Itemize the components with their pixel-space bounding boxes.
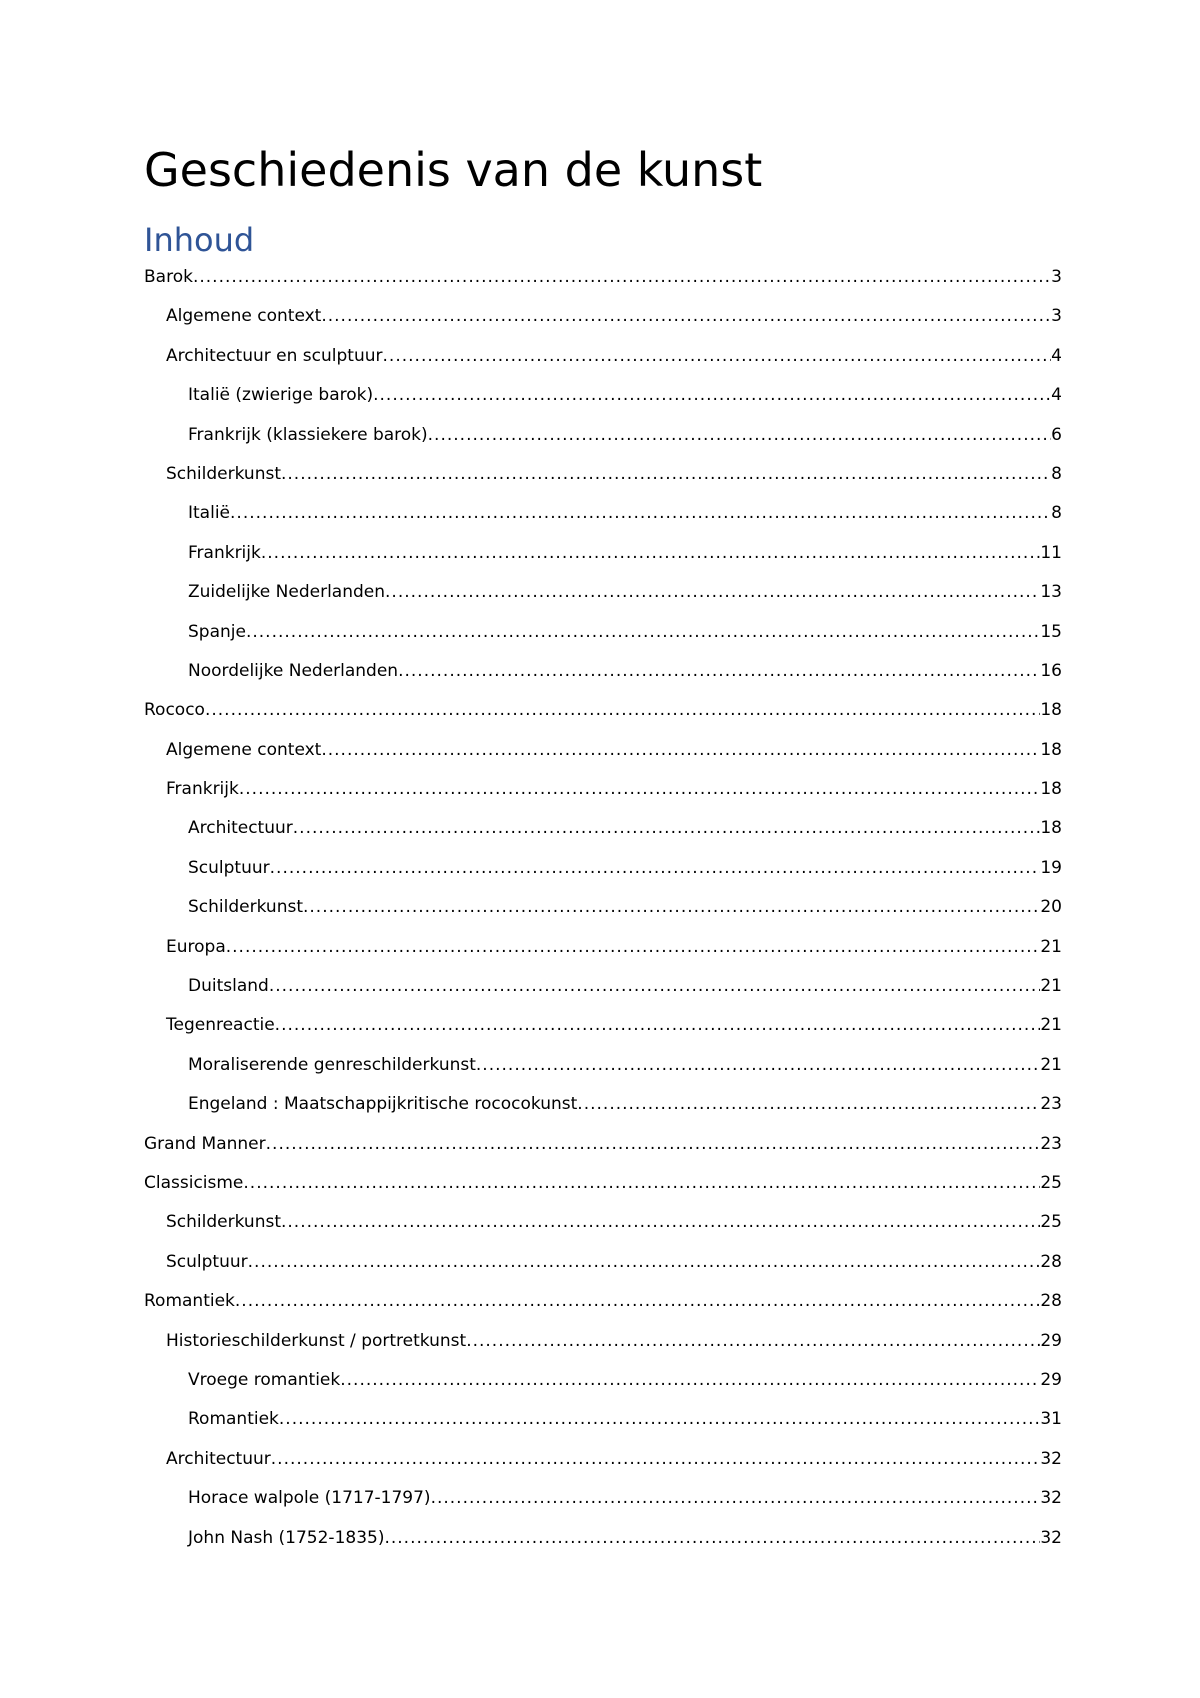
toc-dot-leader bbox=[303, 894, 1040, 920]
toc-dot-leader bbox=[239, 776, 1041, 802]
toc-entry-page-number: 23 bbox=[1040, 1094, 1062, 1115]
toc-entry-label: Architectuur bbox=[166, 1448, 271, 1469]
toc-entry-page-number: 25 bbox=[1040, 1212, 1062, 1233]
toc-dot-leader bbox=[431, 1485, 1041, 1511]
toc-entry-label: Vroege romantiek bbox=[188, 1369, 341, 1390]
toc-entry[interactable] bbox=[144, 1367, 1062, 1406]
toc-dot-leader bbox=[269, 973, 1041, 999]
toc-dot-leader bbox=[193, 264, 1051, 290]
toc-dot-leader bbox=[398, 658, 1040, 684]
toc-entry[interactable] bbox=[144, 500, 1062, 539]
toc-dot-leader bbox=[321, 303, 1051, 329]
toc-entry[interactable] bbox=[144, 1446, 1062, 1485]
toc-entry[interactable] bbox=[144, 658, 1062, 697]
document-title: Geschiedenis van de kunst bbox=[144, 143, 763, 197]
toc-entry[interactable] bbox=[144, 461, 1062, 500]
toc-entry-page-number: 4 bbox=[1051, 345, 1062, 366]
toc-entry-page-number: 28 bbox=[1040, 1291, 1062, 1312]
toc-entry[interactable] bbox=[144, 343, 1062, 382]
toc-entry-page-number: 8 bbox=[1051, 503, 1062, 524]
toc-entry[interactable] bbox=[144, 776, 1062, 815]
toc-entry[interactable] bbox=[144, 540, 1062, 579]
toc-entry[interactable] bbox=[144, 737, 1062, 776]
toc-entry-label: Schilderkunst bbox=[166, 463, 281, 484]
toc-entry-label: Europa bbox=[166, 936, 226, 957]
toc-entry[interactable] bbox=[144, 1012, 1062, 1051]
toc-entry-label: Duitsland bbox=[188, 976, 269, 997]
toc-entry-page-number: 23 bbox=[1040, 1133, 1062, 1154]
toc-entry-page-number: 16 bbox=[1040, 660, 1062, 681]
toc-dot-leader bbox=[235, 1288, 1040, 1314]
toc-entry-label: Algemene context bbox=[166, 306, 322, 327]
toc-dot-leader bbox=[270, 855, 1041, 881]
toc-entry-page-number: 18 bbox=[1040, 700, 1062, 721]
toc-entry-page-number: 29 bbox=[1040, 1369, 1062, 1390]
toc-entry[interactable] bbox=[144, 815, 1062, 854]
toc-entry[interactable] bbox=[144, 1052, 1062, 1091]
toc-entry-page-number: 13 bbox=[1040, 582, 1062, 603]
toc-entry-label: Frankrijk (klassiekere barok) bbox=[188, 424, 428, 445]
toc-dot-leader bbox=[205, 697, 1040, 723]
toc-entry-page-number: 18 bbox=[1040, 739, 1062, 760]
toc-entry-page-number: 11 bbox=[1040, 542, 1062, 563]
toc-entry-page-number: 19 bbox=[1040, 857, 1062, 878]
toc-entry-label: Rococo bbox=[144, 700, 205, 721]
toc-entry-label: Historieschilderkunst / portretkunst bbox=[166, 1330, 467, 1351]
toc-entry[interactable] bbox=[144, 382, 1062, 421]
toc-entry[interactable] bbox=[144, 1209, 1062, 1248]
toc-entry[interactable] bbox=[144, 894, 1062, 933]
toc-entry-label: Frankrijk bbox=[166, 779, 239, 800]
toc-entry[interactable] bbox=[144, 1406, 1062, 1445]
toc-dot-leader bbox=[226, 934, 1041, 960]
toc-dot-leader bbox=[281, 461, 1051, 487]
toc-entry[interactable] bbox=[144, 697, 1062, 736]
toc-entry-label: Architectuur en sculptuur bbox=[166, 345, 383, 366]
toc-dot-leader bbox=[279, 1406, 1040, 1432]
toc-entry-page-number: 29 bbox=[1040, 1330, 1062, 1351]
toc-entry[interactable] bbox=[144, 619, 1062, 658]
toc-entry[interactable] bbox=[144, 1485, 1062, 1524]
toc-entry-label: Classicisme bbox=[144, 1172, 244, 1193]
toc-entry-page-number: 28 bbox=[1040, 1251, 1062, 1272]
toc-dot-leader bbox=[340, 1367, 1040, 1393]
toc-entry[interactable] bbox=[144, 855, 1062, 894]
table-of-contents bbox=[144, 264, 1062, 1564]
toc-entry-label: Architectuur bbox=[188, 818, 293, 839]
toc-entry-page-number: 32 bbox=[1040, 1527, 1062, 1548]
toc-entry-label: Romantiek bbox=[188, 1409, 279, 1430]
toc-entry-page-number: 3 bbox=[1051, 267, 1062, 287]
toc-dot-leader bbox=[243, 1170, 1040, 1196]
toc-entry-label: Sculptuur bbox=[188, 857, 270, 878]
toc-entry-label: Grand Manner bbox=[144, 1133, 266, 1154]
toc-entry-page-number: 18 bbox=[1040, 779, 1062, 800]
toc-entry[interactable] bbox=[144, 1288, 1062, 1327]
toc-entry[interactable] bbox=[144, 1091, 1062, 1130]
toc-entry-label: Zuidelijke Nederlanden bbox=[188, 582, 386, 603]
toc-entry-label: Barok bbox=[144, 267, 193, 287]
toc-entry-label: Tegenreactie bbox=[166, 1015, 275, 1036]
toc-entry-page-number: 21 bbox=[1040, 936, 1062, 957]
toc-entry-page-number: 15 bbox=[1040, 621, 1062, 642]
toc-entry-label: Horace walpole (1717-1797) bbox=[188, 1488, 431, 1509]
toc-entry-label: Romantiek bbox=[144, 1291, 235, 1312]
toc-entry[interactable] bbox=[144, 422, 1062, 461]
toc-entry-label: Italië bbox=[188, 503, 231, 524]
toc-entry-page-number: 31 bbox=[1040, 1409, 1062, 1430]
toc-entry[interactable] bbox=[144, 1170, 1062, 1209]
toc-entry-label: Algemene context bbox=[166, 739, 322, 760]
toc-dot-leader bbox=[266, 1131, 1041, 1157]
toc-entry-label: Schilderkunst bbox=[166, 1212, 281, 1233]
toc-entry-label: Noordelijke Nederlanden bbox=[188, 660, 399, 681]
toc-entry[interactable] bbox=[144, 1131, 1062, 1170]
toc-dot-leader bbox=[275, 1012, 1041, 1038]
toc-entry-label: Spanje bbox=[188, 621, 246, 642]
toc-dot-leader bbox=[281, 1209, 1040, 1235]
toc-dot-leader bbox=[248, 1249, 1041, 1275]
toc-entry[interactable] bbox=[144, 934, 1062, 973]
toc-dot-leader bbox=[476, 1052, 1040, 1078]
toc-entry-page-number: 4 bbox=[1051, 385, 1062, 406]
toc-dot-leader bbox=[246, 619, 1040, 645]
toc-dot-leader bbox=[428, 422, 1052, 448]
toc-dot-leader bbox=[373, 382, 1051, 408]
toc-entry-page-number: 8 bbox=[1051, 463, 1062, 484]
toc-entry-label: Frankrijk bbox=[188, 542, 261, 563]
toc-entry[interactable] bbox=[144, 303, 1062, 342]
toc-entry-page-number: 32 bbox=[1040, 1448, 1062, 1469]
toc-entry-label: Moraliserende genreschilderkunst bbox=[188, 1054, 476, 1075]
toc-entry-page-number: 3 bbox=[1051, 306, 1062, 327]
toc-entry-label: Schilderkunst bbox=[188, 897, 303, 918]
toc-entry[interactable] bbox=[144, 264, 1062, 303]
toc-dot-leader bbox=[230, 500, 1051, 526]
toc-entry-page-number: 21 bbox=[1040, 976, 1062, 997]
toc-entry[interactable] bbox=[144, 1525, 1062, 1564]
toc-entry-label: John Nash (1752-1835) bbox=[188, 1527, 385, 1548]
toc-dot-leader bbox=[577, 1091, 1040, 1117]
toc-entry[interactable] bbox=[144, 579, 1062, 618]
toc-entry-page-number: 21 bbox=[1040, 1054, 1062, 1075]
toc-heading: Inhoud bbox=[144, 221, 255, 259]
toc-entry-page-number: 6 bbox=[1051, 424, 1062, 445]
toc-dot-leader bbox=[384, 1525, 1040, 1551]
toc-dot-leader bbox=[321, 737, 1040, 763]
toc-entry-page-number: 20 bbox=[1040, 897, 1062, 918]
toc-dot-leader bbox=[293, 815, 1041, 841]
toc-dot-leader bbox=[385, 579, 1040, 605]
toc-entry-label: Italië (zwierige barok) bbox=[188, 385, 374, 406]
toc-dot-leader bbox=[261, 540, 1041, 566]
toc-entry-page-number: 21 bbox=[1040, 1015, 1062, 1036]
toc-entry[interactable] bbox=[144, 1249, 1062, 1288]
toc-entry-page-number: 32 bbox=[1040, 1488, 1062, 1509]
toc-entry-page-number: 25 bbox=[1040, 1172, 1062, 1193]
toc-entry[interactable] bbox=[144, 973, 1062, 1012]
toc-dot-leader bbox=[271, 1446, 1041, 1472]
toc-entry[interactable] bbox=[144, 1328, 1062, 1367]
toc-dot-leader bbox=[383, 343, 1052, 369]
toc-dot-leader bbox=[466, 1328, 1040, 1354]
toc-entry-label: Engeland : Maatschappijkritische rococokunst bbox=[188, 1094, 578, 1115]
toc-entry-label: Sculptuur bbox=[166, 1251, 248, 1272]
toc-entry-page-number: 18 bbox=[1040, 818, 1062, 839]
